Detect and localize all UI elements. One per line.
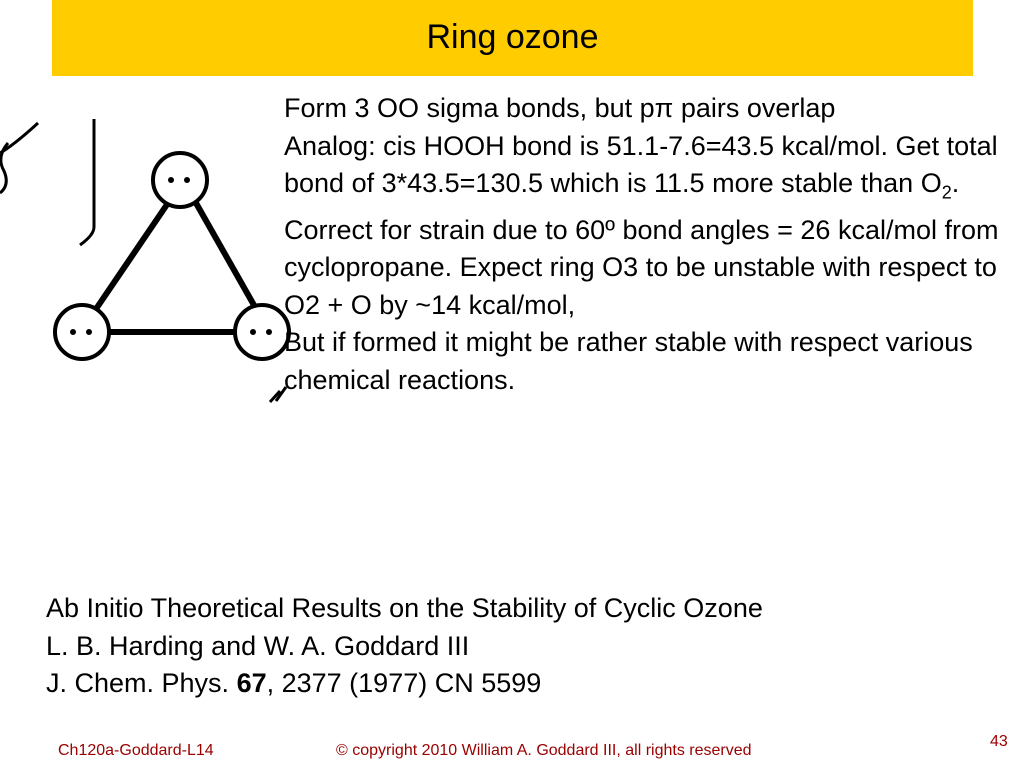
citation-title: Ab Initio Theoretical Results on the Stability of Cyclic Ozone (46, 593, 763, 623)
citation-block (46, 590, 1006, 703)
oxygen-atom-right (235, 305, 289, 359)
footer-copyright: © copyright 2010 William A. Goddard III, all rights reserved (336, 742, 752, 759)
oxygen-atom-top (153, 153, 207, 207)
footer-course: Ch120a-Goddard-L14 (58, 742, 214, 759)
ring-ozone-diagram (0, 95, 300, 425)
pi-symbol: π (654, 93, 674, 123)
slide-body (284, 90, 999, 399)
sketch-stroke-hook (80, 119, 94, 245)
citation-journal: J. Chem. Phys. 67, 2377 (1977) CN 5599 (46, 668, 542, 698)
body-line-4: But if formed it might be rather stable with respect various chemical reactions. (284, 327, 973, 395)
body-line-2: Analog: cis HOOH bond is 51.1-7.6=43.5 kcal/mol. Get total bond of 3*43.5=130.5 which is 11.5 more stable than $O_2$. (284, 130, 998, 203)
page-number: 43 (990, 733, 1008, 750)
body-line-1: Form 3 OO sigma bonds, but pπ pairs overlap (284, 93, 836, 123)
citation-volume: 67 (236, 668, 267, 698)
title-bar (52, 0, 973, 76)
citation-authors: L. B. Harding and W. A. Goddard III (46, 630, 470, 661)
bond-top-right (196, 203, 255, 307)
slide-title: Ring ozone (426, 18, 599, 56)
oxygen-atom-left (55, 305, 109, 359)
bond-top-left (96, 203, 168, 309)
body-line-3: Correct for strain due to 60º bond angles = 26 kcal/mol from cyclopropane. Expect ring O3 to be unstable with respect to O2 + O by ~14 kcal/mol, (284, 214, 999, 320)
